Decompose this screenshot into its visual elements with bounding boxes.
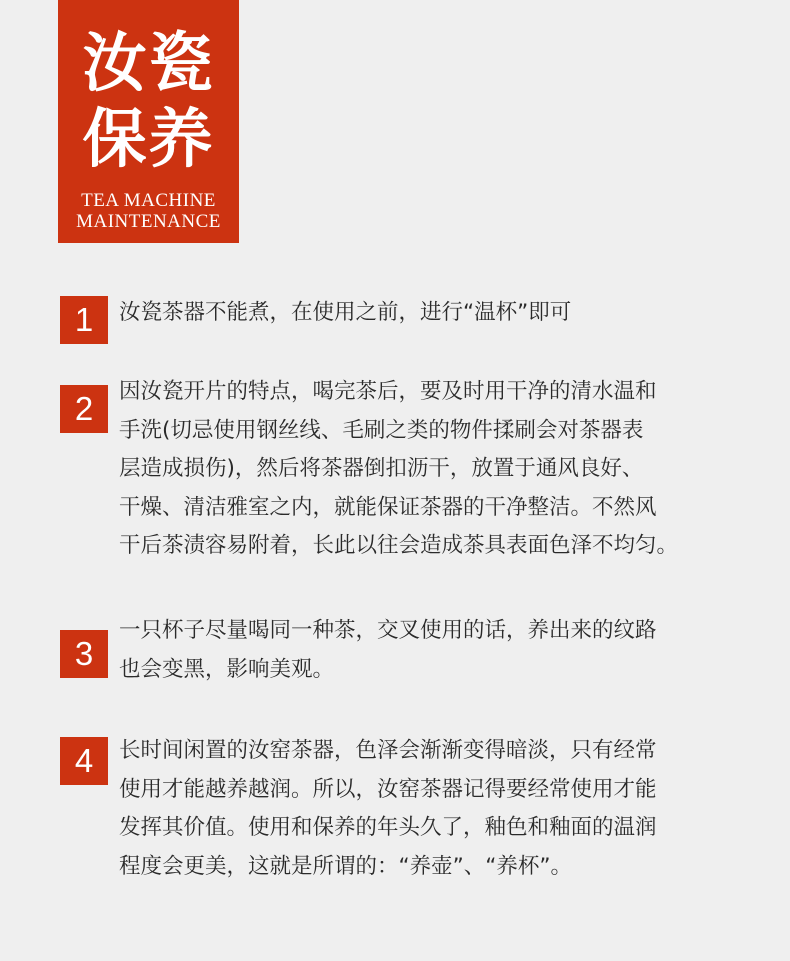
item-number-badge: 1: [60, 296, 108, 344]
title-block: [58, 0, 239, 243]
title-english-line-1: TEA MACHINE: [81, 190, 216, 211]
title-chinese-line-1: 汝瓷: [82, 26, 215, 101]
item-number-badge: 2: [60, 385, 108, 433]
item-text: 一只杯子尽量喝同一种茶，交叉使用的话，养出来的纹路 也会变黑，影响美观。: [119, 618, 657, 682]
item-text: 汝瓷茶器不能煮，在使用之前，进行“温杯”即可: [119, 300, 572, 325]
title-chinese-line-2: 保养: [82, 102, 215, 177]
title-english-line-2: MAINTENANCE: [76, 211, 221, 232]
item-text: 因汝瓷开片的特点，喝完茶后，要及时用干净的清水温和 手洗(切忌使用钢丝线、毛刷之类的物件揉刷会对茶器表 层造成损伤)，然后将茶器倒扣沥干，放置于通风良好、 干燥、清洁雅室之内，就能保证茶器的干净整洁。不然风 干后茶渍容易附着，长此以往会造成茶具表面色泽不均匀。: [119, 379, 679, 558]
item-text: 长时间闲置的汝窑茶器，色泽会渐渐变得暗淡，只有经常 使用才能越养越润。所以，汝窑茶器记得要经常使用才能 发挥其价值。使用和保养的年头久了，釉色和釉面的温润 程度会更美，这就是所谓的：“养壶”、“养杯”。: [119, 738, 657, 879]
item-number-badge: 3: [60, 630, 108, 678]
item-number-badge: 4: [60, 737, 108, 785]
